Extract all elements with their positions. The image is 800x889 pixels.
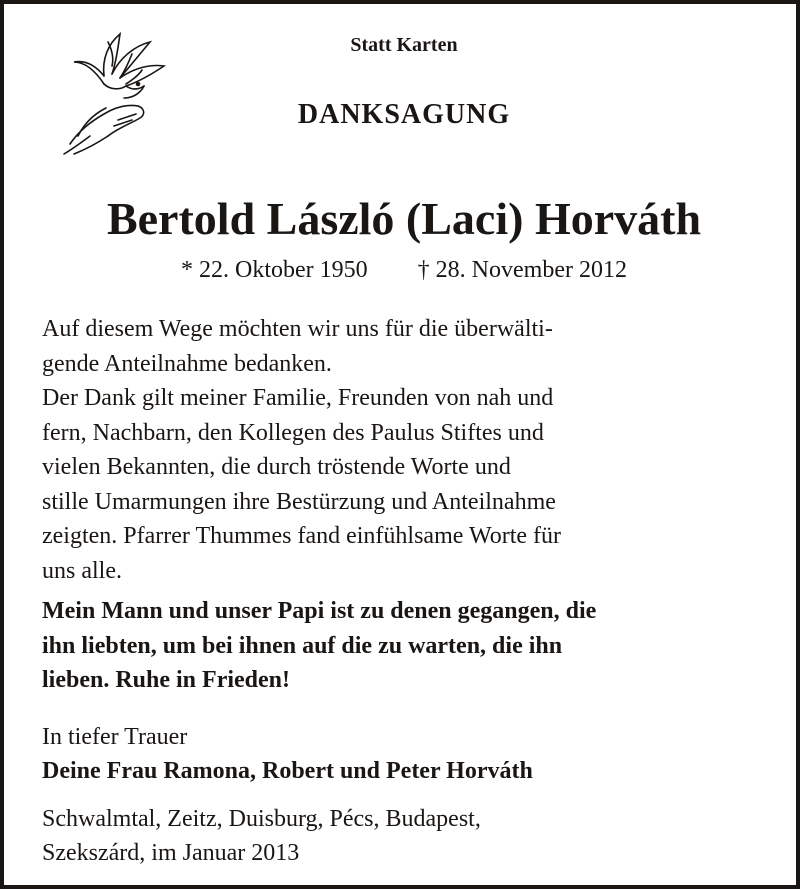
mourning-line: In tiefer Trauer (42, 724, 188, 750)
death-date: † 28. November 2012 (417, 257, 627, 283)
birth-date: * 22. Oktober 1950 (181, 257, 368, 283)
header-statt-karten: Statt Karten (350, 34, 458, 56)
location-line: Szekszárd, im Januar 2013 (42, 840, 300, 866)
location-line: Schwalmtal, Zeitz, Duisburg, Pécs, Budapest, (42, 806, 481, 832)
thanks-paragraph (42, 312, 766, 588)
farewell-line: Mein Mann und unser Papi ist zu denen gegangen, die (42, 598, 597, 624)
farewell-line: ihn liebten, um bei ihnen auf die zu warten, die ihn (42, 632, 563, 659)
location-and-date (42, 802, 766, 870)
paragraph-line: Auf diesem Wege möchten wir uns für die überwälti- (42, 316, 553, 342)
paragraph-line: vielen Bekannten, die durch tröstende Worte und (42, 454, 511, 480)
farewell-paragraph (42, 594, 766, 698)
paragraph-line: stille Umarmungen ihre Bestürzung und Anteilnahme (42, 488, 556, 515)
deceased-name: Bertold László (Laci) Horváth (106, 193, 702, 244)
paragraph-line: zeigten. Pfarrer Thummes fand einfühlsame Worte für (42, 523, 561, 549)
paragraph-line: gende Anteilnahme bedanken. (42, 350, 332, 377)
header-danksagung: DANKSAGUNG (297, 99, 511, 130)
farewell-line: lieben. Ruhe in Frieden! (42, 667, 291, 693)
signature: Deine Frau Ramona, Robert und Peter Horváth (42, 758, 533, 784)
paragraph-line: Der Dank gilt meiner Familie, Freunden von nah und (42, 385, 554, 411)
life-dates (4, 257, 800, 284)
paragraph-line: fern, Nachbarn, den Kollegen des Paulus Stiftes und (42, 419, 544, 446)
paragraph-line: uns alle. (42, 557, 122, 584)
